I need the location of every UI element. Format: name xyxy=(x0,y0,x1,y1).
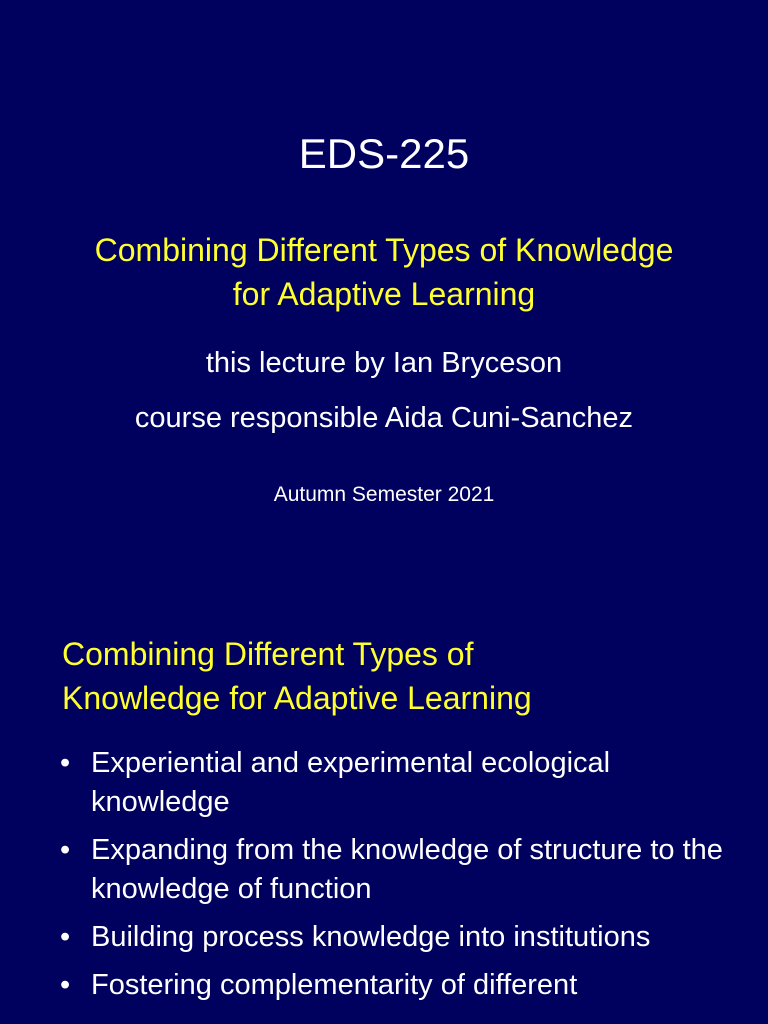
content-slide-title xyxy=(62,632,742,720)
bullet-item xyxy=(60,744,740,822)
bullet-dot-icon: • xyxy=(60,747,71,779)
bullet-text: Experiential and experimental ecological knowledge xyxy=(91,747,611,818)
content-title-line-1: Combining Different Types of xyxy=(62,636,474,672)
content-slide xyxy=(0,580,768,1024)
slide-title xyxy=(20,228,748,316)
semester-line: Autumn Semester 2021 xyxy=(273,483,495,506)
bullet-text: Fostering complementarity of different xyxy=(91,969,578,1001)
slide-title-line-1: Combining Different Types of Knowledge xyxy=(94,232,674,268)
slide-title-line-2: for Adaptive Learning xyxy=(232,276,536,312)
content-title-line-2: Knowledge for Adaptive Learning xyxy=(62,680,532,716)
bullet-list xyxy=(60,744,740,1014)
lecturer-line: this lecture by Ian Bryceson xyxy=(205,347,563,379)
bullet-dot-icon: • xyxy=(60,969,71,1001)
course-code: EDS-225 xyxy=(298,130,470,177)
bullet-item xyxy=(60,966,740,1005)
bullet-text: Building process knowledge into institutions xyxy=(91,921,651,953)
bullet-dot-icon: • xyxy=(60,834,71,866)
bullet-item xyxy=(60,831,740,909)
bullet-text: Expanding from the knowledge of structure to the knowledge of function xyxy=(91,834,723,905)
bullet-item xyxy=(60,918,740,957)
course-responsible-line: course responsible Aida Cuni-Sanchez xyxy=(134,402,634,434)
bullet-dot-icon: • xyxy=(60,921,71,953)
